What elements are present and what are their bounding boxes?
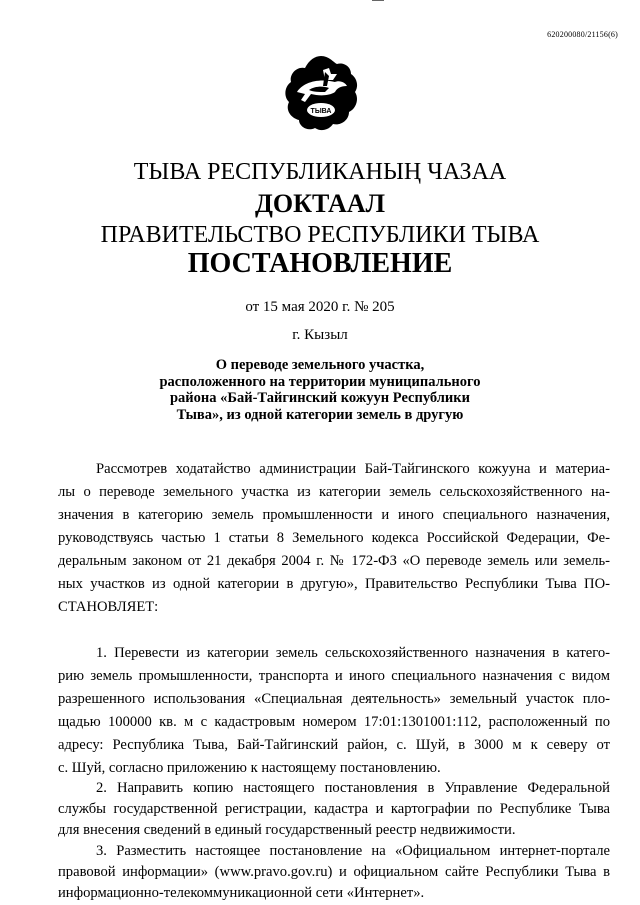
scan-mark (372, 0, 384, 1)
city: г. Кызыл (292, 327, 348, 343)
body-line: значения в категорию земель промышленности и иного специального назначения, (58, 507, 610, 523)
item-1-line: разрешенного использования «Специальная деятельность» земельный участок пло- (58, 691, 610, 707)
body-line: руководствуясь частью 1 статьи 8 Земельного кодекса Российской Федерации, Фе- (58, 530, 610, 546)
date-number: от 15 мая 2020 г. № 205 (245, 299, 395, 315)
tyva-government-heading: ТЫВА РЕСПУБЛИКАНЫҢ ЧАЗАА (133, 159, 507, 185)
item-2-line: службы государственной регистрации, кадастра и картографии по Республике Тыва (58, 801, 610, 817)
tyva-document-type: ДОКТААЛ (255, 189, 385, 218)
item-2-line: для внесения сведений в единый государственный реестр недвижимости. (58, 822, 516, 838)
body-line: деральным законом от 21 декабря 2004 г. № 172-ФЗ «О переводе земель или земель- (58, 553, 610, 569)
item-1-line: 1. Перевести из категории земель сельскохозяйственного назначения в катего- (96, 645, 610, 661)
emblem-label: ТЫВА (310, 108, 332, 115)
document-title (0, 357, 640, 423)
russian-government-heading: ПРАВИТЕЛЬСТВО РЕСПУБЛИКИ ТЫВА (100, 222, 540, 248)
item-1-line: щадью 100000 кв. м с кадастровым номером 17:01:1301001:112, расположенный по (58, 714, 610, 730)
document-code: 620200080/21156(6) (547, 30, 618, 39)
item-1-line: с. Шуй, согласно приложению к настоящему постановлению. (58, 760, 441, 776)
item-3-line: 3. Разместить настоящее постановление на «Официальном интернет-портале (96, 843, 610, 859)
title-line: района «Бай-Тайгинский кожуун Республики (169, 390, 470, 406)
item-1-line: рию земель промышленности, транспорта и иного специального назначения с видом (58, 668, 610, 684)
emblem-icon (279, 52, 363, 136)
title-line: О переводе земельного участка, (215, 357, 425, 373)
title-line: Тыва», из одной категории земель в другую (176, 406, 464, 423)
item-3-line: информационно-телекоммуникационной сети «Интернет». (58, 885, 425, 901)
russian-document-type: ПОСТАНОВЛЕНИЕ (187, 248, 453, 279)
item-1-line: адресу: Республика Тыва, Бай-Тайгинский район, с. Шуй, в 3000 м к северу от (58, 737, 610, 753)
body-line: Рассмотрев ходатайство администрации Бай-Тайгинского кожууна и материа- (96, 461, 610, 477)
item-2-line: 2. Направить копию настоящего постановления в Управление Федеральной (96, 780, 610, 796)
title-line: расположенного на территории муниципального (159, 373, 481, 390)
body-line: СТАНОВЛЯЕТ: (58, 599, 159, 615)
body-line: лы о переводе земельного участка из категории земель сельскохозяйственного на- (58, 484, 610, 500)
body-line: ных участков из одной категории в другую», Правительство Республики Тыва ПО- (58, 576, 610, 592)
